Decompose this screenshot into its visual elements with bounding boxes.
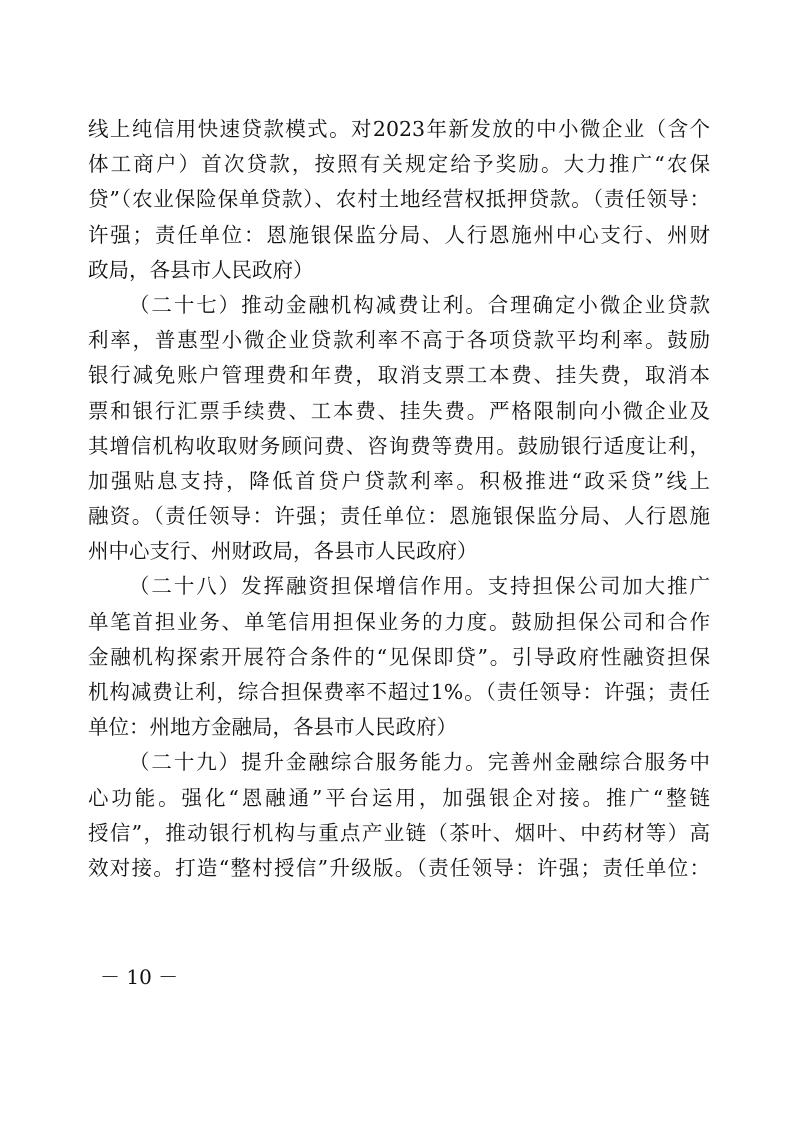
text-line: 利率，普惠型小微企业贷款利率不高于各项贷款平均利率。鼓励 (88, 328, 710, 353)
text-line: 票和银行汇票手续费、工本费、挂失费。严格限制向小微企业及 (88, 398, 710, 423)
text-line: 其增信机构收取财务顾问费、咨询费等费用。鼓励银行适度让利， (88, 433, 710, 458)
text-line: 体工商户）首次贷款，按照有关规定给予奖励。大力推广“农保 (88, 152, 710, 177)
section-heading-line: （二十七）推动金融机构减费让利。合理确定小微企业贷款 (129, 292, 710, 317)
section-heading-line: （二十九）提升金融综合服务能力。完善州金融综合服务中 (129, 750, 710, 775)
text-line: 州中心支行、州财政局，各县市人民政府） (88, 539, 478, 564)
text-line: 心功能。强化“恩融通”平台运用，加强银企对接。推广“整链 (88, 785, 710, 810)
section-heading-line: （二十八）发挥融资担保增信作用。支持担保公司加大推广 (129, 574, 710, 599)
text-line: 效对接。打造“整村授信”升级版。（责任领导：许强；责任单位： (88, 855, 710, 880)
document-body (88, 112, 710, 886)
text-line: 单位：州地方金融局，各县市人民政府） (88, 715, 457, 740)
text-line: 银行减免账户管理费和年费，取消支票工本费、挂失费，取消本 (88, 363, 710, 388)
text-line: 授信”，推动银行机构与重点产业链（茶叶、烟叶、中药材等）高 (88, 820, 710, 845)
text-line: 机构减费让利，综合担保费率不超过1%。（责任领导：许强；责任 (88, 680, 710, 704)
text-line: 贷”（农业保险保单贷款）、农村土地经营权抵押贷款。（责任领导： (88, 187, 710, 212)
text-line: 政局，各县市人民政府） (88, 257, 314, 282)
text-line: 单笔首担业务、单笔信用担保业务的力度。鼓励担保公司和合作 (88, 609, 710, 634)
text-line: 加强贴息支持，降低首贷户贷款利率。积极推进“政采贷”线上 (88, 468, 710, 493)
text-line: 金融机构探索开展符合条件的“见保即贷”。引导政府性融资担保 (88, 644, 710, 669)
page-number: － 10 － (100, 965, 179, 989)
text-line: 许强；责任单位：恩施银保监分局、人行恩施州中心支行、州财 (88, 222, 710, 247)
text-line: 融资。（责任领导：许强；责任单位：恩施银保监分局、人行恩施 (88, 504, 710, 529)
text-line: 线上纯信用快速贷款模式。对2023年新发放的中小微企业（含个 (88, 117, 710, 141)
